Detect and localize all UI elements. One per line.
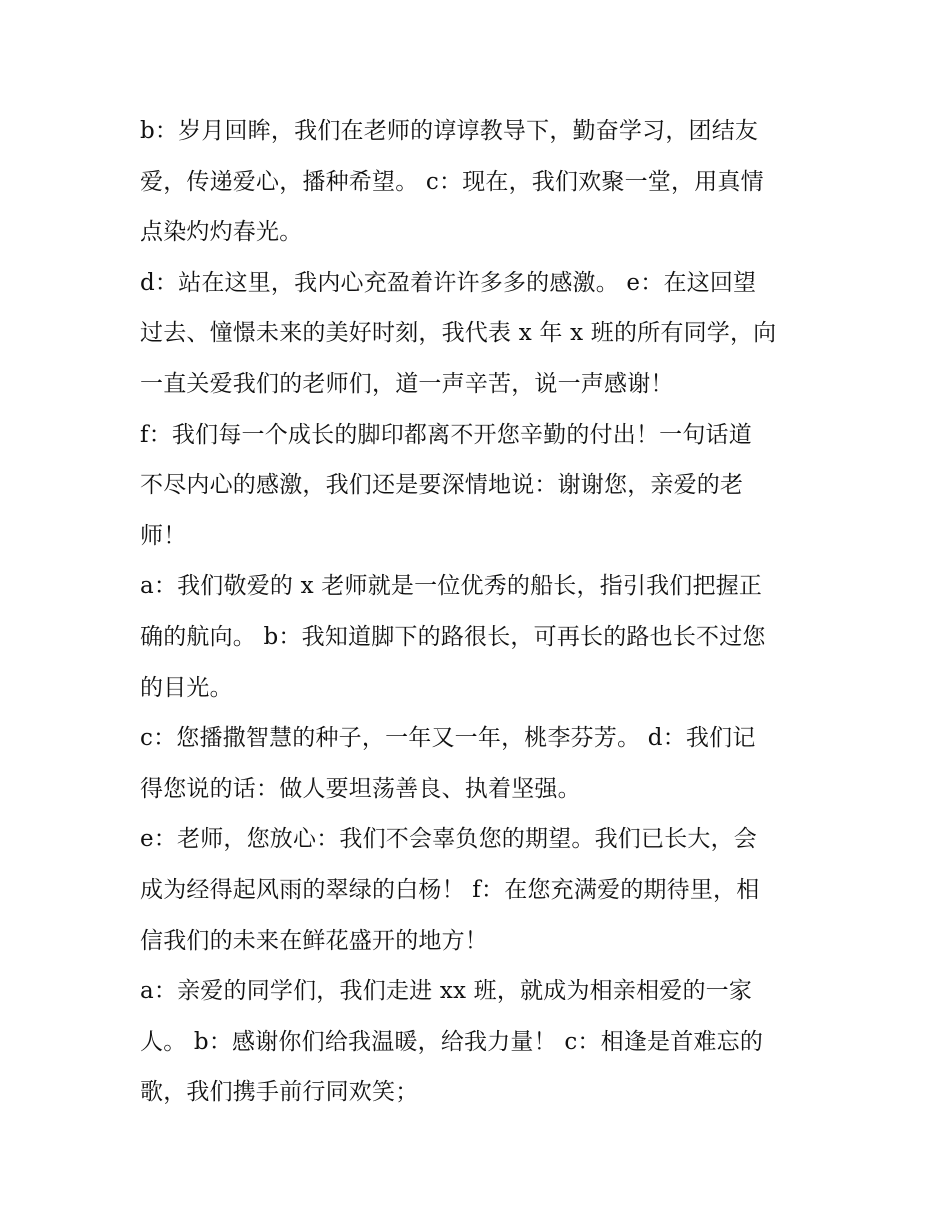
text-line: d：站在这里，我内心充盈着许许多多的感激。 e：在这回望	[140, 269, 757, 296]
text-line: 点染灼灼春光。	[140, 219, 303, 246]
text-line: 师！	[140, 522, 187, 549]
text-line: e：老师，您放心：我们不会辜负您的期望。我们已长大，会	[140, 826, 758, 853]
text-line: 过去、憧憬未来的美好时刻，我代表 x 年 x 班的所有同学，向	[140, 320, 777, 347]
document-body	[140, 106, 812, 1118]
text-line: c：您播撒智慧的种子，一年又一年，桃李芬芳。 d：我们记	[140, 725, 756, 752]
text-line: 不尽内心的感激，我们还是要深情地说：谢谢您，亲爱的老	[140, 472, 744, 499]
text-line: a：我们敬爱的 x 老师就是一位优秀的船长，指引我们把握正	[140, 573, 763, 600]
text-line: 一直关爱我们的老师们，道一声辛苦，说一声感谢！	[140, 370, 674, 397]
text-line: 得您说的话：做人要坦荡善良、执着坚强。	[140, 775, 581, 802]
text-line: 信我们的未来在鲜花盛开的地方！	[140, 927, 488, 954]
text-line: 人。 b：感谢你们给我温暖，给我力量！ c：相逢是首难忘的	[140, 1028, 764, 1055]
text-line: 爱，传递爱心，播种希望。 c：现在，我们欢聚一堂，用真情	[140, 168, 764, 195]
text-line: f：我们每一个成长的脚印都离不开您辛勤的付出！一句话道	[140, 421, 752, 448]
text-line: 确的航向。 b：我知道脚下的路很长，可再长的路也长不过您	[140, 623, 766, 650]
text-line: a：亲爱的同学们，我们走进 xx 班，就成为相亲相爱的一家	[140, 978, 753, 1005]
text-line: b：岁月回眸，我们在老师的谆谆教导下，勤奋学习，团结友	[140, 118, 759, 144]
text-line: 的目光。	[140, 674, 233, 701]
text-line: 成为经得起风雨的翠绿的白杨！ f：在您充满爱的期待里，相	[140, 876, 760, 903]
text-line: 歌，我们携手前行同欢笑；	[140, 1079, 419, 1106]
